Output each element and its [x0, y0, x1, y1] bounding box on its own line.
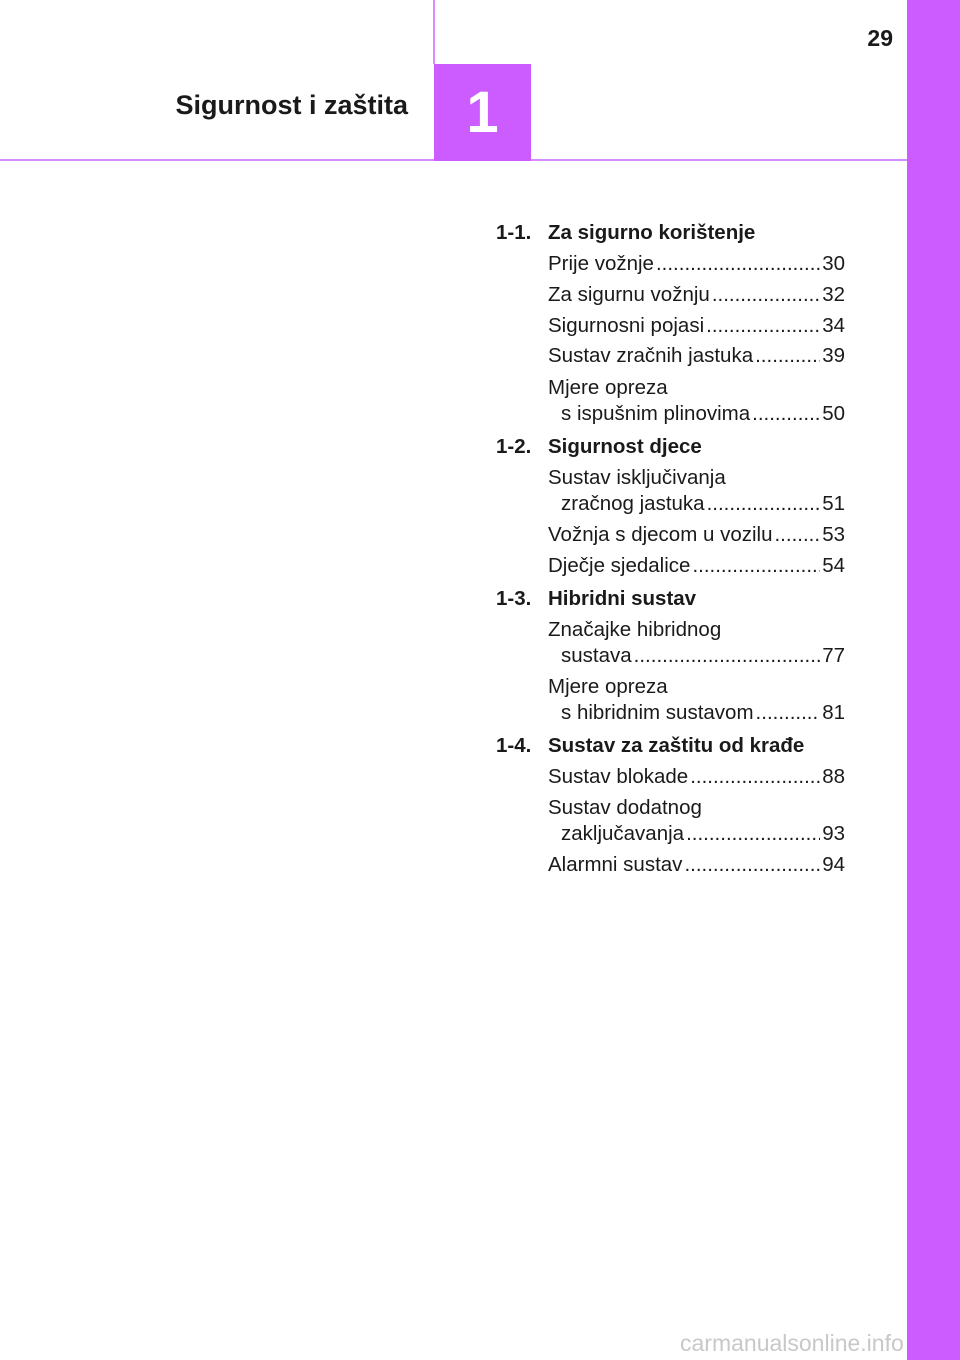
toc-dot-leader — [690, 764, 820, 790]
toc-entry-title: Dječje sjedalice — [548, 554, 691, 577]
toc-entry-page: 30 — [822, 252, 845, 275]
toc-section-number: 1-1. — [496, 221, 532, 244]
toc-section-number: 1-4. — [496, 734, 532, 757]
chapter-number: 1 — [466, 80, 499, 145]
toc-entry[interactable] — [548, 375, 845, 427]
toc-entry-title: Sigurnosni pojasi — [548, 314, 705, 337]
chapter-side-tab — [907, 0, 960, 1360]
toc-entry[interactable] — [548, 852, 845, 878]
toc-entry[interactable] — [548, 522, 845, 548]
toc-entry-title-line1: Sustav dodatnog — [548, 796, 702, 819]
toc-entry[interactable] — [548, 795, 845, 847]
toc-entry-title-line1: Sustav isključivanja — [548, 466, 726, 489]
toc-entry[interactable] — [548, 617, 845, 669]
toc-entry-page: 53 — [822, 523, 845, 546]
toc-entry-title: Alarmni sustav — [548, 853, 683, 876]
section-title: Sigurnost i zaštita — [175, 90, 408, 120]
toc-entry[interactable] — [548, 251, 845, 277]
toc-section-title: Hibridni sustav — [548, 587, 697, 610]
toc-dot-leader — [634, 643, 821, 669]
toc-entry-page: 50 — [822, 402, 845, 425]
toc-entry-title: Prije vožnje — [548, 252, 654, 275]
toc-dot-leader — [692, 553, 820, 579]
toc-entry-page: 39 — [822, 344, 845, 367]
toc-entry-page: 88 — [822, 765, 845, 788]
toc-entry-page: 81 — [822, 701, 845, 724]
toc-entry-page: 93 — [822, 822, 845, 845]
toc-dot-leader — [686, 821, 820, 847]
toc-entry-title-line1: Značajke hibridnog — [548, 618, 722, 641]
page-number: 29 — [867, 25, 893, 51]
toc-dot-leader — [752, 401, 820, 427]
toc-dot-leader — [684, 852, 820, 878]
toc-dot-leader — [774, 522, 820, 548]
toc-entry-page: 34 — [822, 314, 845, 337]
toc-entry[interactable] — [548, 313, 845, 339]
toc-dot-leader — [656, 251, 820, 277]
toc-entry[interactable] — [548, 465, 845, 517]
toc-dot-leader — [755, 343, 820, 369]
toc-entry-title-line1: Mjere opreza — [548, 376, 668, 399]
toc-entry-page: 94 — [822, 853, 845, 876]
toc-entry-title: sustava — [561, 644, 632, 667]
toc-section-title: Za sigurno korištenje — [548, 221, 756, 244]
toc-entry-title: s hibridnim sustavom — [561, 701, 754, 724]
toc-entry-page: 77 — [822, 644, 845, 667]
toc-entry[interactable] — [548, 764, 845, 790]
toc-entry-title: Vožnja s djecom u vozilu — [548, 523, 773, 546]
toc-dot-leader — [756, 700, 821, 726]
toc-entry-page: 51 — [822, 492, 845, 515]
toc-entry-page: 32 — [822, 283, 845, 306]
toc-section-title: Sigurnost djece — [548, 435, 702, 458]
toc-section-title: Sustav za zaštitu od krađe — [548, 734, 805, 757]
toc-entry-page: 54 — [822, 554, 845, 577]
toc-section-number: 1-2. — [496, 435, 532, 458]
toc-entry-title: s ispušnim plinovima — [561, 402, 751, 425]
toc-entry-title-line1: Mjere opreza — [548, 675, 668, 698]
toc-entry[interactable] — [548, 553, 845, 579]
toc-section-number: 1-3. — [496, 587, 532, 610]
toc-entry-title: zračnog jastuka — [561, 492, 705, 515]
toc-entry[interactable] — [548, 343, 845, 369]
toc-entry[interactable] — [548, 674, 845, 726]
toc-dot-leader — [706, 313, 820, 339]
watermark: carmanualsonline.info — [680, 1330, 904, 1356]
toc-entry-title: zaključavanja — [561, 822, 685, 845]
toc-dot-leader — [707, 491, 821, 517]
toc-entry[interactable] — [548, 282, 845, 308]
toc-entry-title: Za sigurnu vožnju — [548, 283, 710, 306]
toc-dot-leader — [712, 282, 820, 308]
toc-entry-title: Sustav blokade — [548, 765, 689, 788]
toc-entry-title: Sustav zračnih jastuka — [548, 344, 754, 367]
